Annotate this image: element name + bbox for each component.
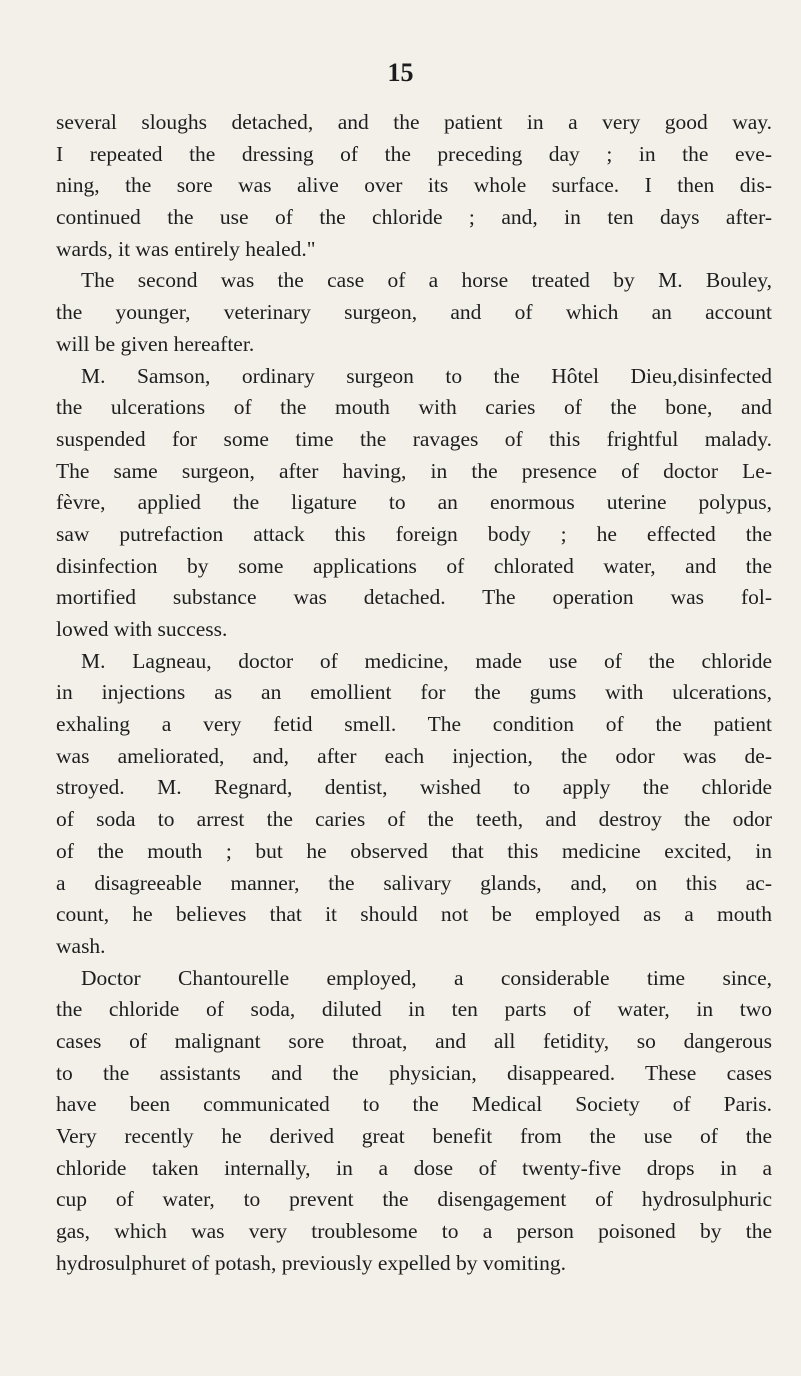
text-line: wards, it was entirely healed." (56, 236, 316, 261)
text-line: have been communicated to the Medical Society of Paris. (56, 1092, 772, 1117)
text-line: suspended for some time the ravages of this frightful malady. (56, 426, 772, 451)
text-line: The same surgeon, after having, in the presence of doctor Le- (56, 458, 772, 483)
text-line: cup of water, to prevent the disengagement of hydrosulphuric (56, 1187, 772, 1212)
text-line: to the assistants and the physician, disappeared. These cases (56, 1060, 772, 1085)
text-line: the chloride of soda, diluted in ten parts of water, in two (56, 997, 772, 1022)
text-line: the ulcerations of the mouth with caries of the bone, and (56, 395, 772, 420)
text-line: wash. (56, 933, 106, 958)
text-line: hydrosulphuret of potash, previously expelled by vomiting. (56, 1250, 566, 1275)
body-text (56, 107, 772, 1279)
text-line: the younger, veterinary surgeon, and of which an account (56, 300, 772, 325)
text-line: several sloughs detached, and the patient in a very good way. (56, 110, 772, 134)
text-line: continued the use of the chloride ; and, in ten days after- (56, 205, 772, 230)
page-number: 15 (387, 58, 414, 87)
text-line: The second was the case of a horse treated by M. Bouley, (81, 268, 772, 293)
text-line: mortified substance was detached. The operation was fol- (56, 585, 772, 610)
text-line: was ameliorated, and, after each injection, the odor was de- (56, 743, 772, 768)
text-line: exhaling a very fetid smell. The condition of the patient (56, 712, 772, 737)
text-line: Very recently he derived great benefit from the use of the (56, 1124, 772, 1148)
text-line: of soda to arrest the caries of the teeth, and destroy the odor (56, 807, 772, 832)
text-line: saw putrefaction attack this foreign body ; he effected the (56, 521, 772, 546)
text-line: disinfection by some applications of chlorated water, and the (56, 553, 772, 578)
text-line: fèvre, applied the ligature to an enormous uterine polypus, (56, 490, 772, 515)
text-line: M. Samson, ordinary surgeon to the Hôtel Dieu,disinfected (81, 363, 772, 388)
text-line: ning, the sore was alive over its whole surface. I then dis- (56, 173, 772, 198)
text-line: count, he believes that it should not be employed as a mouth (56, 902, 772, 927)
text-line: chloride taken internally, in a dose of twenty-five drops in a (56, 1155, 772, 1180)
text-line: of the mouth ; but he observed that this medicine excited, in (56, 838, 772, 863)
text-line: lowed with success. (56, 617, 228, 641)
text-line: cases of malignant sore throat, and all fetidity, so dangerous (56, 1028, 772, 1053)
text-line: Doctor Chantourelle employed, a considerable time since, (81, 965, 772, 990)
text-line: will be given hereafter. (56, 331, 255, 356)
text-line: stroyed. M. Regnard, dentist, wished to apply the chloride (56, 775, 772, 800)
text-line: M. Lagneau, doctor of medicine, made use of the chloride (81, 648, 772, 673)
text-line: gas, which was very troublesome to a person poisoned by the (56, 1219, 772, 1244)
text-line: I repeated the dressing of the preceding day ; in the eve- (56, 141, 772, 166)
text-line: a disagreeable manner, the salivary glands, and, on this ac- (56, 870, 772, 895)
text-line: in injections as an emollient for the gums with ulcerations, (56, 680, 772, 705)
